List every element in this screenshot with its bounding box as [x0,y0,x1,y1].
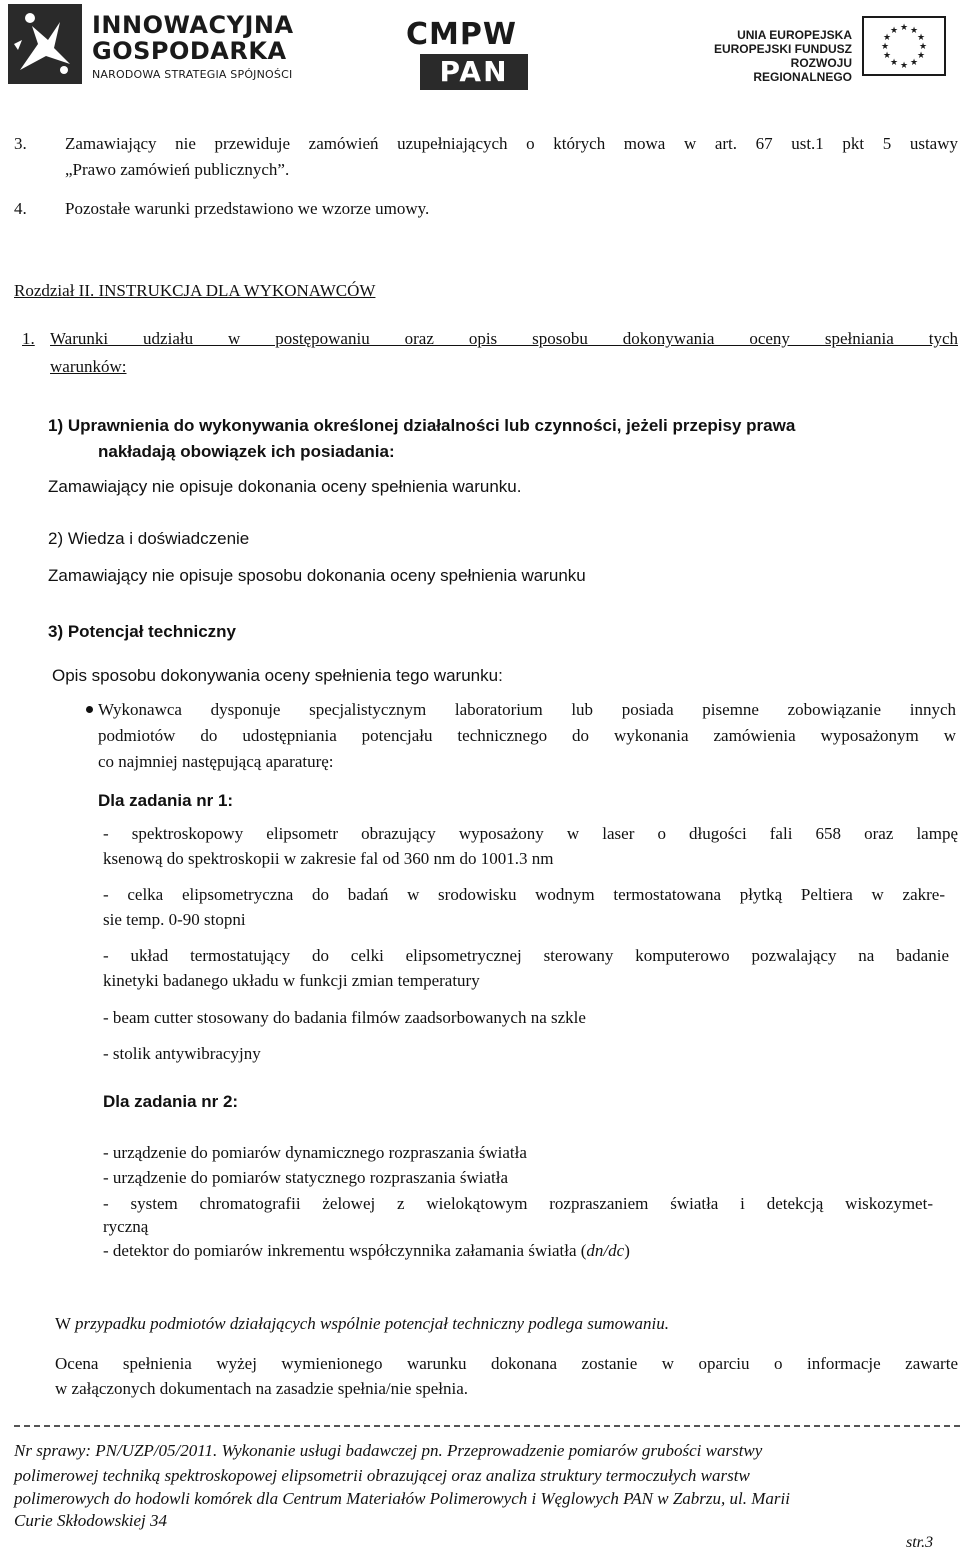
task-1-item: - układ termostatujący do celki elipsometrycznej sterowany komputerowo pozwalający na badanie [103,946,949,965]
svg-text:★: ★ [899,23,909,33]
condition-2-description: Zamawiający nie opisuje sposobu dokonania oceny spełnienia warunku [48,566,586,585]
joint-note-prefix: W [55,1314,75,1333]
svg-text:★: ★ [889,58,899,68]
cmpw-pan-logo [398,18,538,92]
section-1-number: 1. [22,329,35,348]
assessment-line2: w załączonych dokumentach na zasadzie spełnia/nie spełnia. [55,1379,469,1398]
task-1-item: - spektroskopowy elipsometr obrazujący wyposażony w laser o długości fali 658 oraz lampę [103,824,958,843]
page-header [0,0,960,100]
task-2-item: ryczną [103,1217,149,1236]
section-1-title-line2: warunków: [50,357,127,376]
task-2-heading: Dla zadania nr 2: [103,1092,239,1111]
condition-1-title-line1: 1) Uprawnienia do wykonywania określonej działalności lub czynności, jeżeli przepisy prawa [48,416,796,435]
assessment-line1: Ocena spełnienia wyżej wymienionego warunku dokonana zostanie w oparciu o informacje zawarte [55,1354,958,1373]
footer-divider [14,1425,960,1427]
logo-text-line2: GOSPODARKA [92,37,287,65]
eu-text-line3: ROZWOJU REGIONALNEGO [753,56,852,84]
task-1-item: kinetyki badanego układu w funkcji zmian temperatury [103,971,480,990]
task-2-item: - system chromatografii żelowej z wielokątowym rozpraszaniem światła i detekcją wiskozymet- [103,1194,933,1213]
task-1-item: - stolik antywibracyjny [103,1044,261,1063]
task-2-item-text: - detektor do pomiarów inkrementu współczynnika załamania światła ( [103,1241,587,1260]
svg-text:★: ★ [882,51,892,61]
condition-2-title: 2) Wiedza i doświadczenie [48,529,250,548]
footer-line4: Curie Skłodowskiej 34 [14,1511,167,1530]
eu-text-line1: UNIA EUROPEJSKA [737,28,852,42]
svg-text:★: ★ [909,26,919,36]
joint-entities-note [55,1313,669,1335]
cmpw-text: CMPW [406,17,517,52]
condition-1-description: Zamawiający nie opisuje dokonania oceny spełnienia warunku. [48,477,522,496]
bullet-line2: podmiotów do udostępniania potencjału technicznego do wykonania zamówienia wyposażonym w [98,726,956,745]
task-2-item-close: ) [624,1241,630,1260]
svg-text:★: ★ [882,33,892,43]
task-2-item: - urządzenie do pomiarów dynamicznego rozpraszania światła [103,1143,527,1162]
task-1-item: sie temp. 0-90 stopni [103,910,246,929]
svg-text:★: ★ [889,26,899,36]
logo-text-line3: NARODOWA STRATEGIA SPÓJNOŚCI [92,68,293,81]
svg-text:★: ★ [916,51,926,61]
svg-text:★: ★ [880,42,890,52]
eu-flag-icon [862,16,946,76]
item-3-number: 3. [14,134,27,153]
svg-text:★: ★ [918,42,928,52]
task-1-item: - celka elipsometryczna do badań w srodowisku wodnym termostatowana płytką Peltiera w zakre- [103,885,945,904]
item-3-line1: Zamawiający nie przewiduje zamówień uzupełniających o których mowa w art. 67 ust.1 pkt 5 ustawy [65,134,958,153]
item-4-text: Pozostałe warunki przedstawiono we wzorze umowy. [65,199,430,218]
bullet-icon [86,706,93,713]
innowacyjna-gospodarka-logo [8,4,298,90]
task-1-heading: Dla zadania nr 1: [98,791,234,810]
section-1-title-line1: Warunki udziału w postępowaniu oraz opis sposobu dokonywania oceny spełniania tych [50,329,958,348]
footer-line2: polimerowej techniką spektroskopowej elipsometrii obrazującej oraz analiza struktury termoczułych warstw [14,1466,750,1485]
eu-logo [712,24,952,84]
item-3-line2: „Prawo zamówień publicznych”. [65,160,290,179]
logo-text-line1: INNOWACYJNA [92,11,294,39]
eu-text-line2: EUROPEJSKI FUNDUSZ [713,42,852,56]
bullet-line3: co najmniej następującą aparaturę: [98,752,334,771]
svg-text:★: ★ [899,61,909,71]
footer-line1: Nr sprawy: PN/UZP/05/2011. Wykonanie usługi badawczej pn. Przeprowadzenie pomiarów grubości warstwy [14,1441,763,1460]
task-1-item: - beam cutter stosowany do badania filmów zaadsorbowanych na szkle [103,1008,586,1027]
innowacyjna-gospodarka-emblem-icon [8,4,82,84]
footer-line3: polimerowych do hodowli komórek dla Centrum Materiałów Polimerowych i Węglowych PAN w Zabrzu, ul. Marii [14,1489,790,1508]
condition-1-title-line2: nakładają obowiązek ich posiadania: [98,442,395,461]
svg-text:★: ★ [916,33,926,43]
item-4-number: 4. [14,199,27,218]
joint-note-italic: przypadku podmiotów działających wspólnie potencjał techniczny podlega sumowaniu. [75,1314,669,1333]
pan-text: PAN [420,54,528,90]
chapter-heading: Rozdział II. INSTRUKCJA DLA WYKONAWCÓW [14,281,376,300]
svg-text:★: ★ [909,58,919,68]
condition-3-intro: Opis sposobu dokonywania oceny spełnienia tego warunku: [52,666,503,685]
task-1-item: ksenową do spektroskopii w zakresie fal od 360 nm do 1001.3 nm [103,849,554,868]
condition-3-title: 3) Potencjał techniczny [48,622,236,641]
task-2-item-dndc: dn/dc [586,1241,625,1260]
task-2-item [103,1240,630,1262]
task-2-item: - urządzenie do pomiarów statycznego rozpraszania światła [103,1168,508,1187]
bullet-line1: Wykonawca dysponuje specjalistycznym laboratorium lub posiada pisemne zobowiązanie innych [98,700,956,719]
page-number: str.3 [906,1534,934,1551]
